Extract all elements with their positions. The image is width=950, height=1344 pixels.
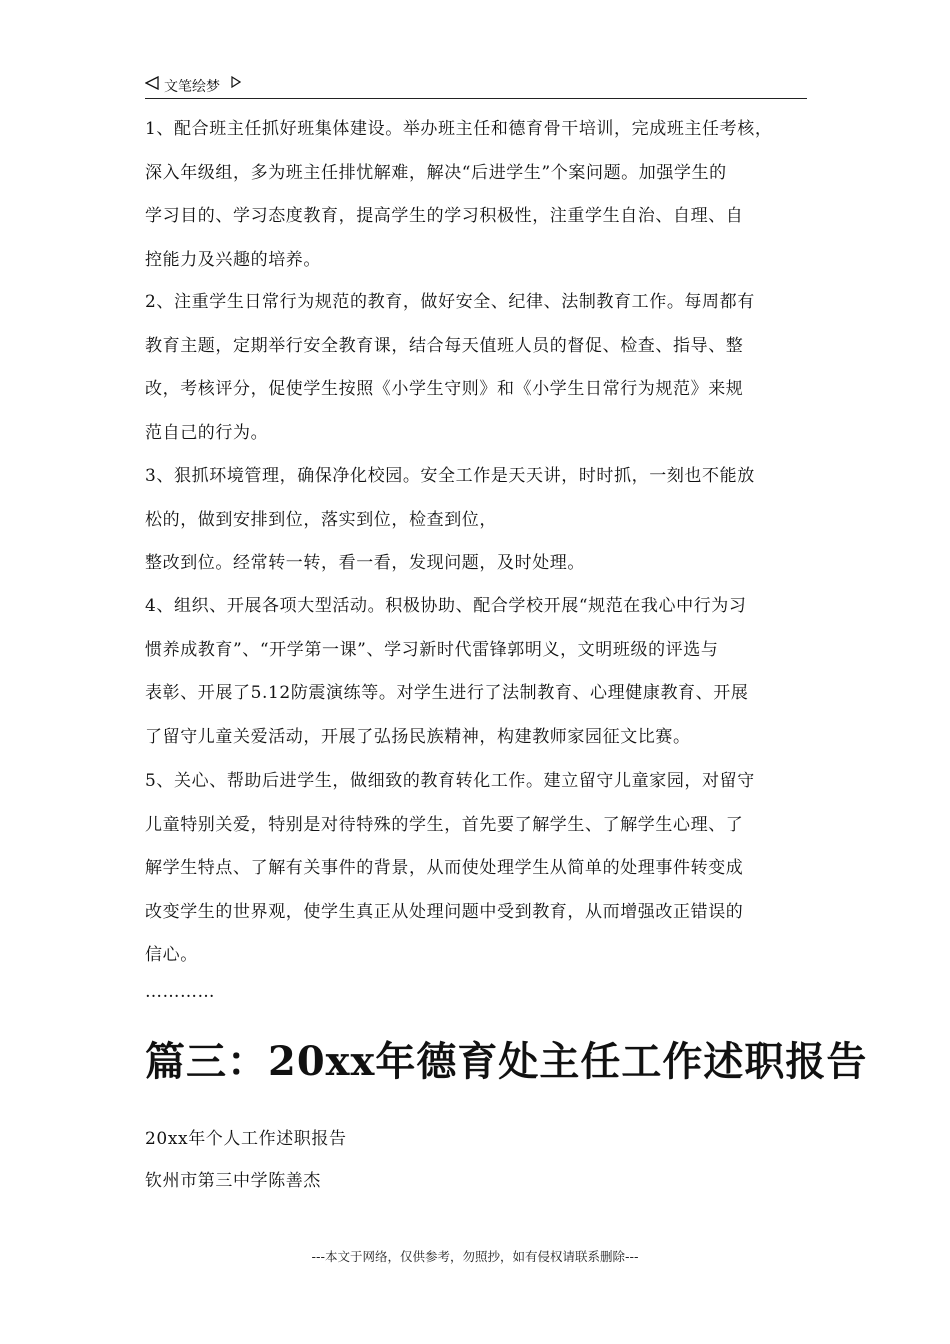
author-line: 钦州市第三中学陈善杰 <box>145 1171 321 1191</box>
text-line: 深入年级组，多为班主任排忧解难，解决“后进学生”个案问题。加强学生的 <box>145 162 727 183</box>
text-line: 4、组织、开展各项大型活动。积极协助、配合学校开展“规范在我心中行为习 <box>145 596 747 616</box>
text-line: 惯养成教育”、“开学第一课”、学习新时代雷锋郭明义，文明班级的评选与 <box>145 639 719 660</box>
paragraph-5 <box>145 760 815 978</box>
triangle-left-icon <box>145 76 159 90</box>
text-line: 学习目的、学习态度教育，提高学生的学习积极性，注重学生自治、自理、自 <box>145 206 744 226</box>
text-line: 松的，做到安排到位，落实到位，检查到位， <box>145 509 497 530</box>
text-line: 教育主题，定期举行安全教育课，结合每天值班人员的督促、检查、指导、整 <box>145 335 744 356</box>
text-line: 整改到位。经常转一转，看一看，发现问题，及时处理。 <box>145 553 585 573</box>
text-line: 改，考核评分，促使学生按照《小学生守则》和《小学生日常行为规范》来规 <box>145 379 744 399</box>
text-line: 3、狠抓环境管理，确保净化校园。安全工作是天天讲，时时抓，一刻也不能放 <box>145 466 755 486</box>
text-line: 5、关心、帮助后进学生，做细致的教育转化工作。建立留守儿童家园，对留守 <box>145 771 755 791</box>
text-line: 控能力及兴趣的培养。 <box>145 249 321 270</box>
text-line: 改变学生的世界观，使学生真正从处理问题中受到教育，从而增强改正错误的 <box>145 901 744 922</box>
text-line: 表彰、开展了5.12防震演练等。对学生进行了法制教育、心理健康教育、开展 <box>145 683 749 703</box>
ellipsis: ………… <box>145 982 215 1002</box>
text-line: 1、配合班主任抓好班集体建设。举办班主任和德育骨干培训，完成班主任考核， <box>145 119 773 139</box>
section-title: 篇三：20xx年德育处主任工作述职报告 <box>145 1038 868 1085</box>
paragraph-1 <box>145 108 815 282</box>
triangle-right-icon <box>231 76 241 88</box>
text-line: 信心。 <box>145 945 198 965</box>
paragraph-2 <box>145 281 815 455</box>
text-line: 2、注重学生日常行为规范的教育，做好安全、纪律、法制教育工作。每周都有 <box>145 292 755 312</box>
header-brand: 文笔绘梦 <box>164 79 220 95</box>
text-line: 了留守儿童关爱活动，开展了弘扬民族精神，构建教师家园征文比赛。 <box>145 726 691 747</box>
text-line: 范自己的行为。 <box>145 422 269 443</box>
paragraph-4 <box>145 585 815 759</box>
report-subtitle: 20xx年个人工作述职报告 <box>145 1129 347 1149</box>
text-line: 儿童特别关爱，特别是对待特殊的学生，首先要了解学生、了解学生心理、了 <box>145 814 744 835</box>
paragraph-3 <box>145 455 815 586</box>
page-header <box>145 70 807 99</box>
text-line: 解学生特点、了解有关事件的背景，从而使处理学生从简单的处理事件转变成 <box>145 858 744 878</box>
page-footer: ---本文于网络，仅供参考，勿照抄，如有侵权请联系删除--- <box>311 1249 639 1264</box>
